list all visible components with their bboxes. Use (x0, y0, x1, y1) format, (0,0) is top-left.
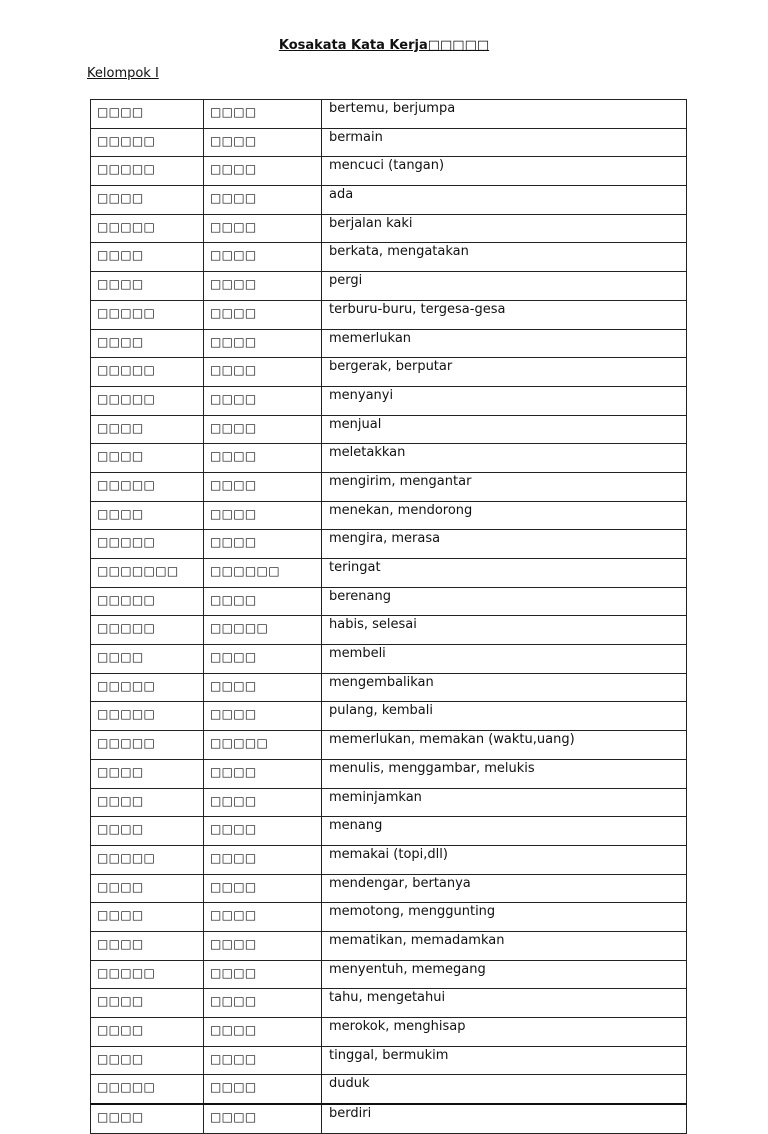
dict-form-cell: □□□□ (91, 1018, 204, 1047)
masu-form-cell: □□□□ (204, 501, 322, 530)
dict-form-cell: □□□□ (91, 444, 204, 473)
dict-form-cell: □□□□ (91, 272, 204, 301)
meaning-cell: memakai (topi,dll) (322, 845, 687, 874)
dict-form-cell: □□□□ (91, 989, 204, 1018)
masu-form-cell: □□□□ (204, 587, 322, 616)
table-row (91, 444, 687, 473)
meaning-cell: mengirim, mengantar (322, 472, 687, 501)
masu-form-cell: □□□□ (204, 386, 322, 415)
dict-form-cell: □□□□□ (91, 386, 204, 415)
meaning-cell: menulis, menggambar, melukis (322, 759, 687, 788)
meaning-cell: merokok, menghisap (322, 1018, 687, 1047)
masu-form-cell: □□□□□□ (204, 559, 322, 588)
table-row (91, 329, 687, 358)
meaning-cell: memotong, menggunting (322, 903, 687, 932)
dict-form-cell: □□□□ (91, 100, 204, 129)
table-row (91, 128, 687, 157)
meaning-cell: menang (322, 817, 687, 846)
table-row (91, 989, 687, 1018)
masu-form-cell: □□□□ (204, 186, 322, 215)
masu-form-cell: □□□□ (204, 329, 322, 358)
meaning-cell: mendengar, bertanya (322, 874, 687, 903)
table-row (91, 759, 687, 788)
dict-form-cell: □□□□□ (91, 472, 204, 501)
masu-form-cell: □□□□ (204, 645, 322, 674)
dict-form-cell: □□□□□ (91, 731, 204, 760)
meaning-cell: pulang, kembali (322, 702, 687, 731)
dict-form-cell: □□□□ (91, 329, 204, 358)
table-row (91, 501, 687, 530)
dict-form-cell: □□□□□ (91, 530, 204, 559)
masu-form-cell: □□□□ (204, 214, 322, 243)
meaning-cell: menjual (322, 415, 687, 444)
table-row (91, 817, 687, 846)
meaning-cell: menyentuh, memegang (322, 960, 687, 989)
meaning-cell: teringat (322, 559, 687, 588)
meaning-cell: bergerak, berputar (322, 358, 687, 387)
vocabulary-table-body (91, 100, 687, 1134)
meaning-cell: bermain (322, 128, 687, 157)
meaning-cell: pergi (322, 272, 687, 301)
meaning-cell: tahu, mengetahui (322, 989, 687, 1018)
meaning-cell: terburu-buru, tergesa-gesa (322, 300, 687, 329)
table-row (91, 903, 687, 932)
dict-form-cell: □□□□ (91, 186, 204, 215)
table-row (91, 100, 687, 129)
table-row (91, 530, 687, 559)
meaning-cell: membeli (322, 645, 687, 674)
table-row (91, 157, 687, 186)
masu-form-cell: □□□□ (204, 472, 322, 501)
dict-form-cell: □□□□□ (91, 157, 204, 186)
dict-form-cell: □□□□□ (91, 128, 204, 157)
meaning-cell: mencuci (tangan) (322, 157, 687, 186)
table-row (91, 731, 687, 760)
table-row (91, 616, 687, 645)
masu-form-cell: □□□□ (204, 128, 322, 157)
masu-form-cell: □□□□ (204, 989, 322, 1018)
meaning-cell: bertemu, berjumpa (322, 100, 687, 129)
masu-form-cell: □□□□ (204, 759, 322, 788)
table-row (91, 1018, 687, 1047)
dict-form-cell: □□□□□ (91, 1075, 204, 1104)
table-row (91, 358, 687, 387)
masu-form-cell: □□□□ (204, 358, 322, 387)
meaning-cell: mengira, merasa (322, 530, 687, 559)
table-row (91, 702, 687, 731)
masu-form-cell: □□□□ (204, 702, 322, 731)
table-row (91, 931, 687, 960)
dict-form-cell: □□□□□ (91, 702, 204, 731)
table-row (91, 272, 687, 301)
meaning-cell: menekan, mendorong (322, 501, 687, 530)
meaning-cell: mengembalikan (322, 673, 687, 702)
dict-form-cell: □□□□□ (91, 960, 204, 989)
masu-form-cell: □□□□ (204, 960, 322, 989)
masu-form-cell: □□□□□ (204, 731, 322, 760)
masu-form-cell: □□□□ (204, 673, 322, 702)
meaning-cell: memerlukan (322, 329, 687, 358)
dict-form-cell: □□□□□ (91, 673, 204, 702)
dict-form-cell: □□□□ (91, 645, 204, 674)
table-row (91, 472, 687, 501)
meaning-cell: duduk (322, 1075, 687, 1104)
vocabulary-table (90, 99, 687, 1134)
dict-form-cell: □□□□ (91, 415, 204, 444)
dict-form-cell: □□□□□ (91, 300, 204, 329)
meaning-cell: ada (322, 186, 687, 215)
meaning-cell: memerlukan, memakan (waktu,uang) (322, 731, 687, 760)
masu-form-cell: □□□□ (204, 300, 322, 329)
masu-form-cell: □□□□ (204, 272, 322, 301)
table-row (91, 415, 687, 444)
masu-form-cell: □□□□ (204, 845, 322, 874)
group-heading: Kelompok I (87, 66, 159, 81)
meaning-cell: meminjamkan (322, 788, 687, 817)
meaning-cell: berdiri (322, 1104, 687, 1133)
masu-form-cell: □□□□ (204, 444, 322, 473)
dict-form-cell: □□□□ (91, 874, 204, 903)
masu-form-cell: □□□□ (204, 903, 322, 932)
table-row (91, 874, 687, 903)
table-row (91, 845, 687, 874)
masu-form-cell: □□□□ (204, 530, 322, 559)
masu-form-cell: □□□□□ (204, 616, 322, 645)
masu-form-cell: □□□□ (204, 1046, 322, 1075)
dict-form-cell: □□□□ (91, 1046, 204, 1075)
table-row (91, 1075, 687, 1104)
dict-form-cell: □□□□□ (91, 587, 204, 616)
masu-form-cell: □□□□ (204, 1075, 322, 1104)
dict-form-cell: □□□□□ (91, 845, 204, 874)
masu-form-cell: □□□□ (204, 1018, 322, 1047)
meaning-cell: menyanyi (322, 386, 687, 415)
meaning-cell: habis, selesai (322, 616, 687, 645)
dict-form-cell: □□□□ (91, 501, 204, 530)
table-row (91, 300, 687, 329)
table-row (91, 645, 687, 674)
masu-form-cell: □□□□ (204, 788, 322, 817)
meaning-cell: berjalan kaki (322, 214, 687, 243)
table-row (91, 386, 687, 415)
meaning-cell: berkata, mengatakan (322, 243, 687, 272)
dict-form-cell: □□□□□□□ (91, 559, 204, 588)
dict-form-cell: □□□□ (91, 243, 204, 272)
dict-form-cell: □□□□ (91, 759, 204, 788)
table-row (91, 960, 687, 989)
meaning-cell: berenang (322, 587, 687, 616)
masu-form-cell: □□□□ (204, 874, 322, 903)
table-row (91, 587, 687, 616)
table-row (91, 673, 687, 702)
table-row (91, 214, 687, 243)
dict-form-cell: □□□□ (91, 931, 204, 960)
table-row (91, 1104, 687, 1133)
table-row (91, 559, 687, 588)
meaning-cell: tinggal, bermukim (322, 1046, 687, 1075)
dict-form-cell: □□□□□ (91, 616, 204, 645)
dict-form-cell: □□□□ (91, 817, 204, 846)
masu-form-cell: □□□□ (204, 931, 322, 960)
table-row (91, 1046, 687, 1075)
document-title: Kosakata Kata Kerja□□□□□ (278, 38, 490, 53)
masu-form-cell: □□□□ (204, 243, 322, 272)
masu-form-cell: □□□□ (204, 100, 322, 129)
masu-form-cell: □□□□ (204, 817, 322, 846)
table-row (91, 186, 687, 215)
masu-form-cell: □□□□ (204, 157, 322, 186)
meaning-cell: mematikan, memadamkan (322, 931, 687, 960)
dict-form-cell: □□□□ (91, 788, 204, 817)
masu-form-cell: □□□□ (204, 415, 322, 444)
dict-form-cell: □□□□ (91, 1104, 204, 1133)
dict-form-cell: □□□□□ (91, 214, 204, 243)
meaning-cell: meletakkan (322, 444, 687, 473)
dict-form-cell: □□□□ (91, 903, 204, 932)
masu-form-cell: □□□□ (204, 1104, 322, 1133)
table-row (91, 243, 687, 272)
dict-form-cell: □□□□□ (91, 358, 204, 387)
table-row (91, 788, 687, 817)
